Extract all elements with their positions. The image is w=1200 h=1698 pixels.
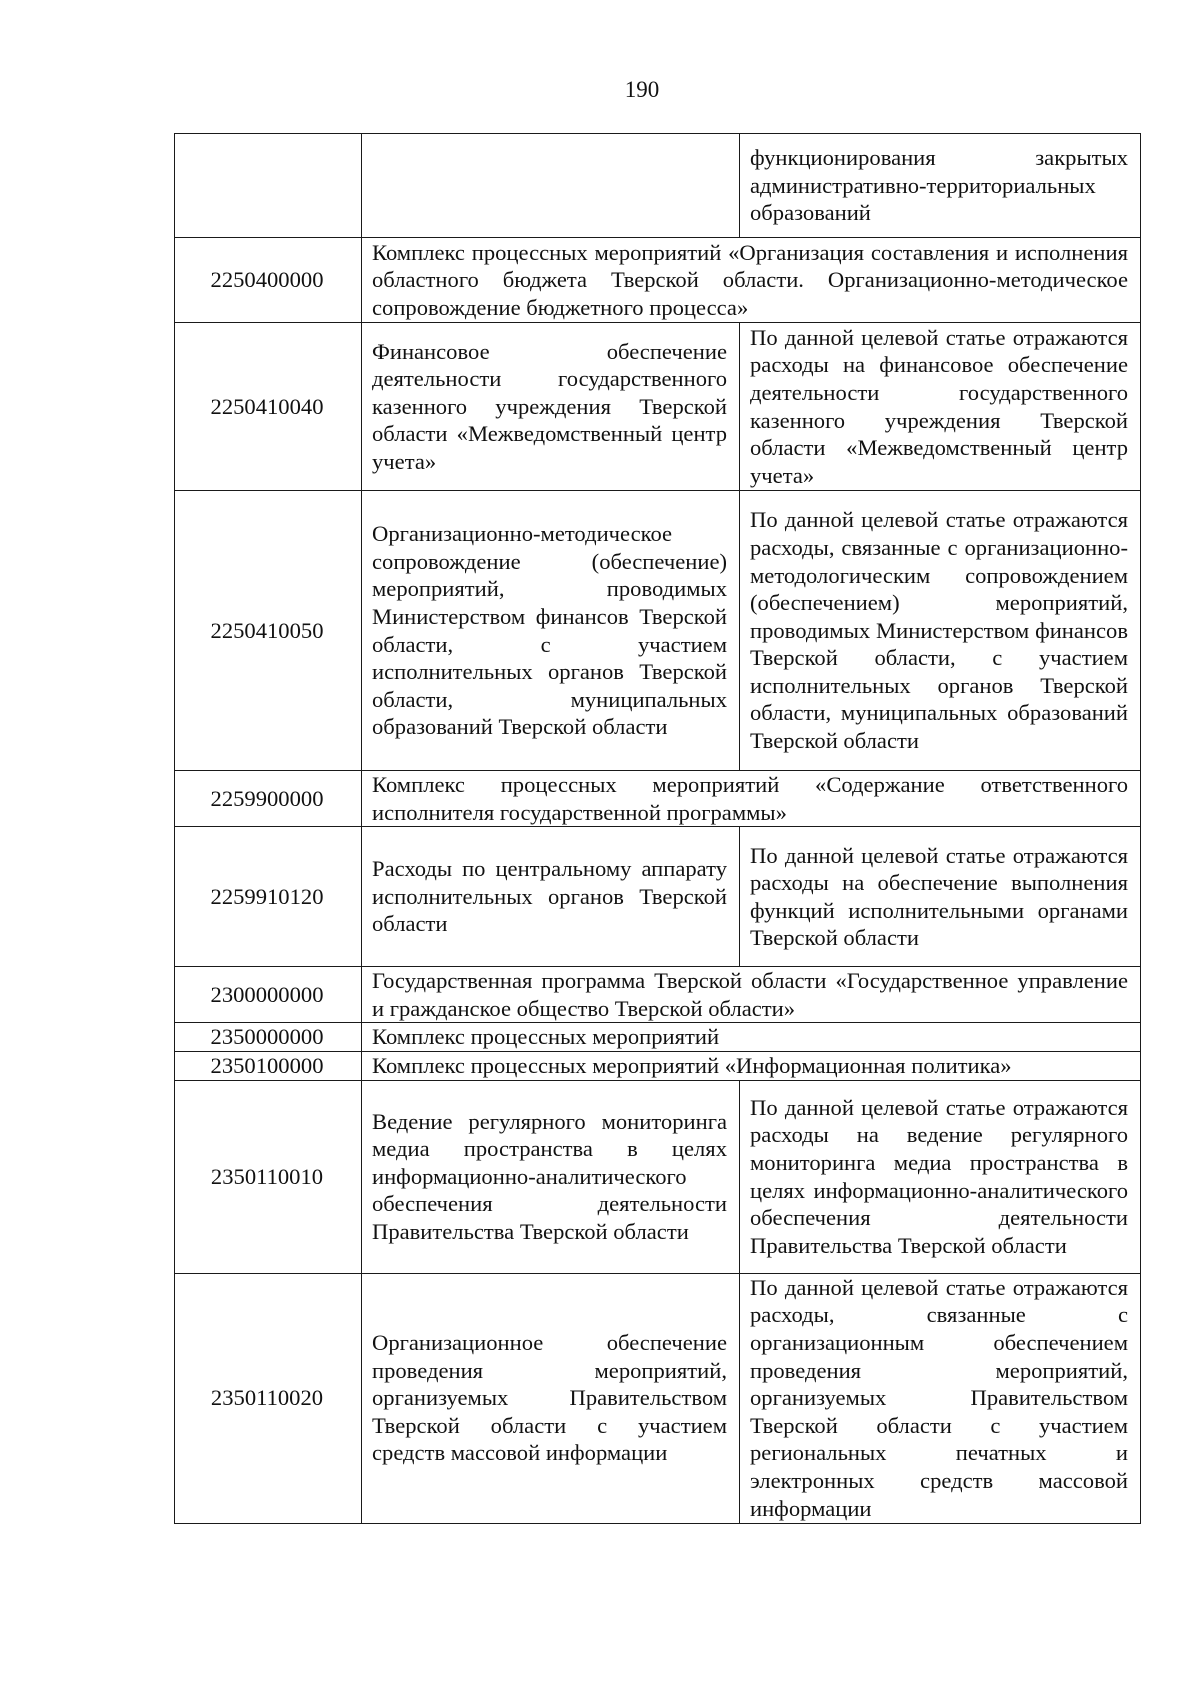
row-title: Комплекс процессных мероприятий «Организация составления и исполнения областного бюджета Тверской области. Организационно-методическое сопровождение бюджетного процесса» xyxy=(362,238,1141,323)
row-description: По данной целевой статье отражаются расходы, связанные с организационным обеспечением проведения мероприятий, организуемых Правительством Тверской области с участием региональных печатных и электронных средств массовой информации xyxy=(740,1273,1141,1523)
row-name: Финансовое обеспечение деятельности государственного казенного учреждения Тверской области «Межведомственный центр учета» xyxy=(362,323,740,491)
row-description: функционирования закрытых административно-территориальных образований xyxy=(740,134,1141,238)
table-row xyxy=(175,967,1141,1023)
row-code: 2350000000 xyxy=(175,1023,362,1052)
table-row xyxy=(175,1273,1141,1523)
table-row xyxy=(175,1023,1141,1052)
target-articles-table xyxy=(174,133,1141,1524)
table-row xyxy=(175,238,1141,323)
row-title: Комплекс процессных мероприятий xyxy=(362,1023,1141,1052)
row-code: 2250410040 xyxy=(175,323,362,491)
row-name: Организационное обеспечение проведения мероприятий, организуемых Правительством Тверской области с участием средств массовой информации xyxy=(362,1273,740,1523)
row-code: 2350100000 xyxy=(175,1051,362,1080)
row-title: Комплекс процессных мероприятий «Информационная политика» xyxy=(362,1051,1141,1080)
row-code: 2259910120 xyxy=(175,827,362,967)
row-code: 2250410050 xyxy=(175,491,362,771)
row-description: По данной целевой статье отражаются расходы на обеспечение выполнения функций исполнительными органами Тверской области xyxy=(740,827,1141,967)
table-row xyxy=(175,323,1141,491)
row-name: Расходы по центральному аппарату исполнительных органов Тверской области xyxy=(362,827,740,967)
row-code: 2259900000 xyxy=(175,771,362,827)
row-code: 2250400000 xyxy=(175,238,362,323)
table-row xyxy=(175,134,1141,238)
row-name: Организационно-методическое сопровождение (обеспечение) мероприятий, проводимых Министерством финансов Тверской области, с участием исполнительных органов Тверской области, муниципальных образований Тверской области xyxy=(362,491,740,771)
row-code xyxy=(175,134,362,238)
table-row xyxy=(175,771,1141,827)
page-number: 190 xyxy=(624,77,660,102)
row-name: Ведение регулярного мониторинга медиа пространства в целях информационно-аналитического обеспечения деятельности Правительства Тверской области xyxy=(362,1080,740,1273)
table-row xyxy=(175,1080,1141,1273)
row-description: По данной целевой статье отражаются расходы, связанные с организационно-методологическим сопровождением (обеспечением) мероприятий, проводимых Министерством финансов Тверской области, с участием исполнительных органов Тверской области, муниципальных образований Тверской области xyxy=(740,491,1141,771)
row-name xyxy=(362,134,740,238)
row-description: По данной целевой статье отражаются расходы на финансовое обеспечение деятельности государственного казенного учреждения Тверской области «Межведомственный центр учета» xyxy=(740,323,1141,491)
row-description: По данной целевой статье отражаются расходы на ведение регулярного мониторинга медиа пространства в целях информационно-аналитического обеспечения деятельности Правительства Тверской области xyxy=(740,1080,1141,1273)
row-code: 2350110020 xyxy=(175,1273,362,1523)
row-code: 2350110010 xyxy=(175,1080,362,1273)
row-title: Государственная программа Тверской области «Государственное управление и гражданское общество Тверской области» xyxy=(362,967,1141,1023)
row-title: Комплекс процессных мероприятий «Содержание ответственного исполнителя государственной программы» xyxy=(362,771,1141,827)
table-row xyxy=(175,1051,1141,1080)
table-row xyxy=(175,491,1141,771)
row-code: 2300000000 xyxy=(175,967,362,1023)
table-row xyxy=(175,827,1141,967)
